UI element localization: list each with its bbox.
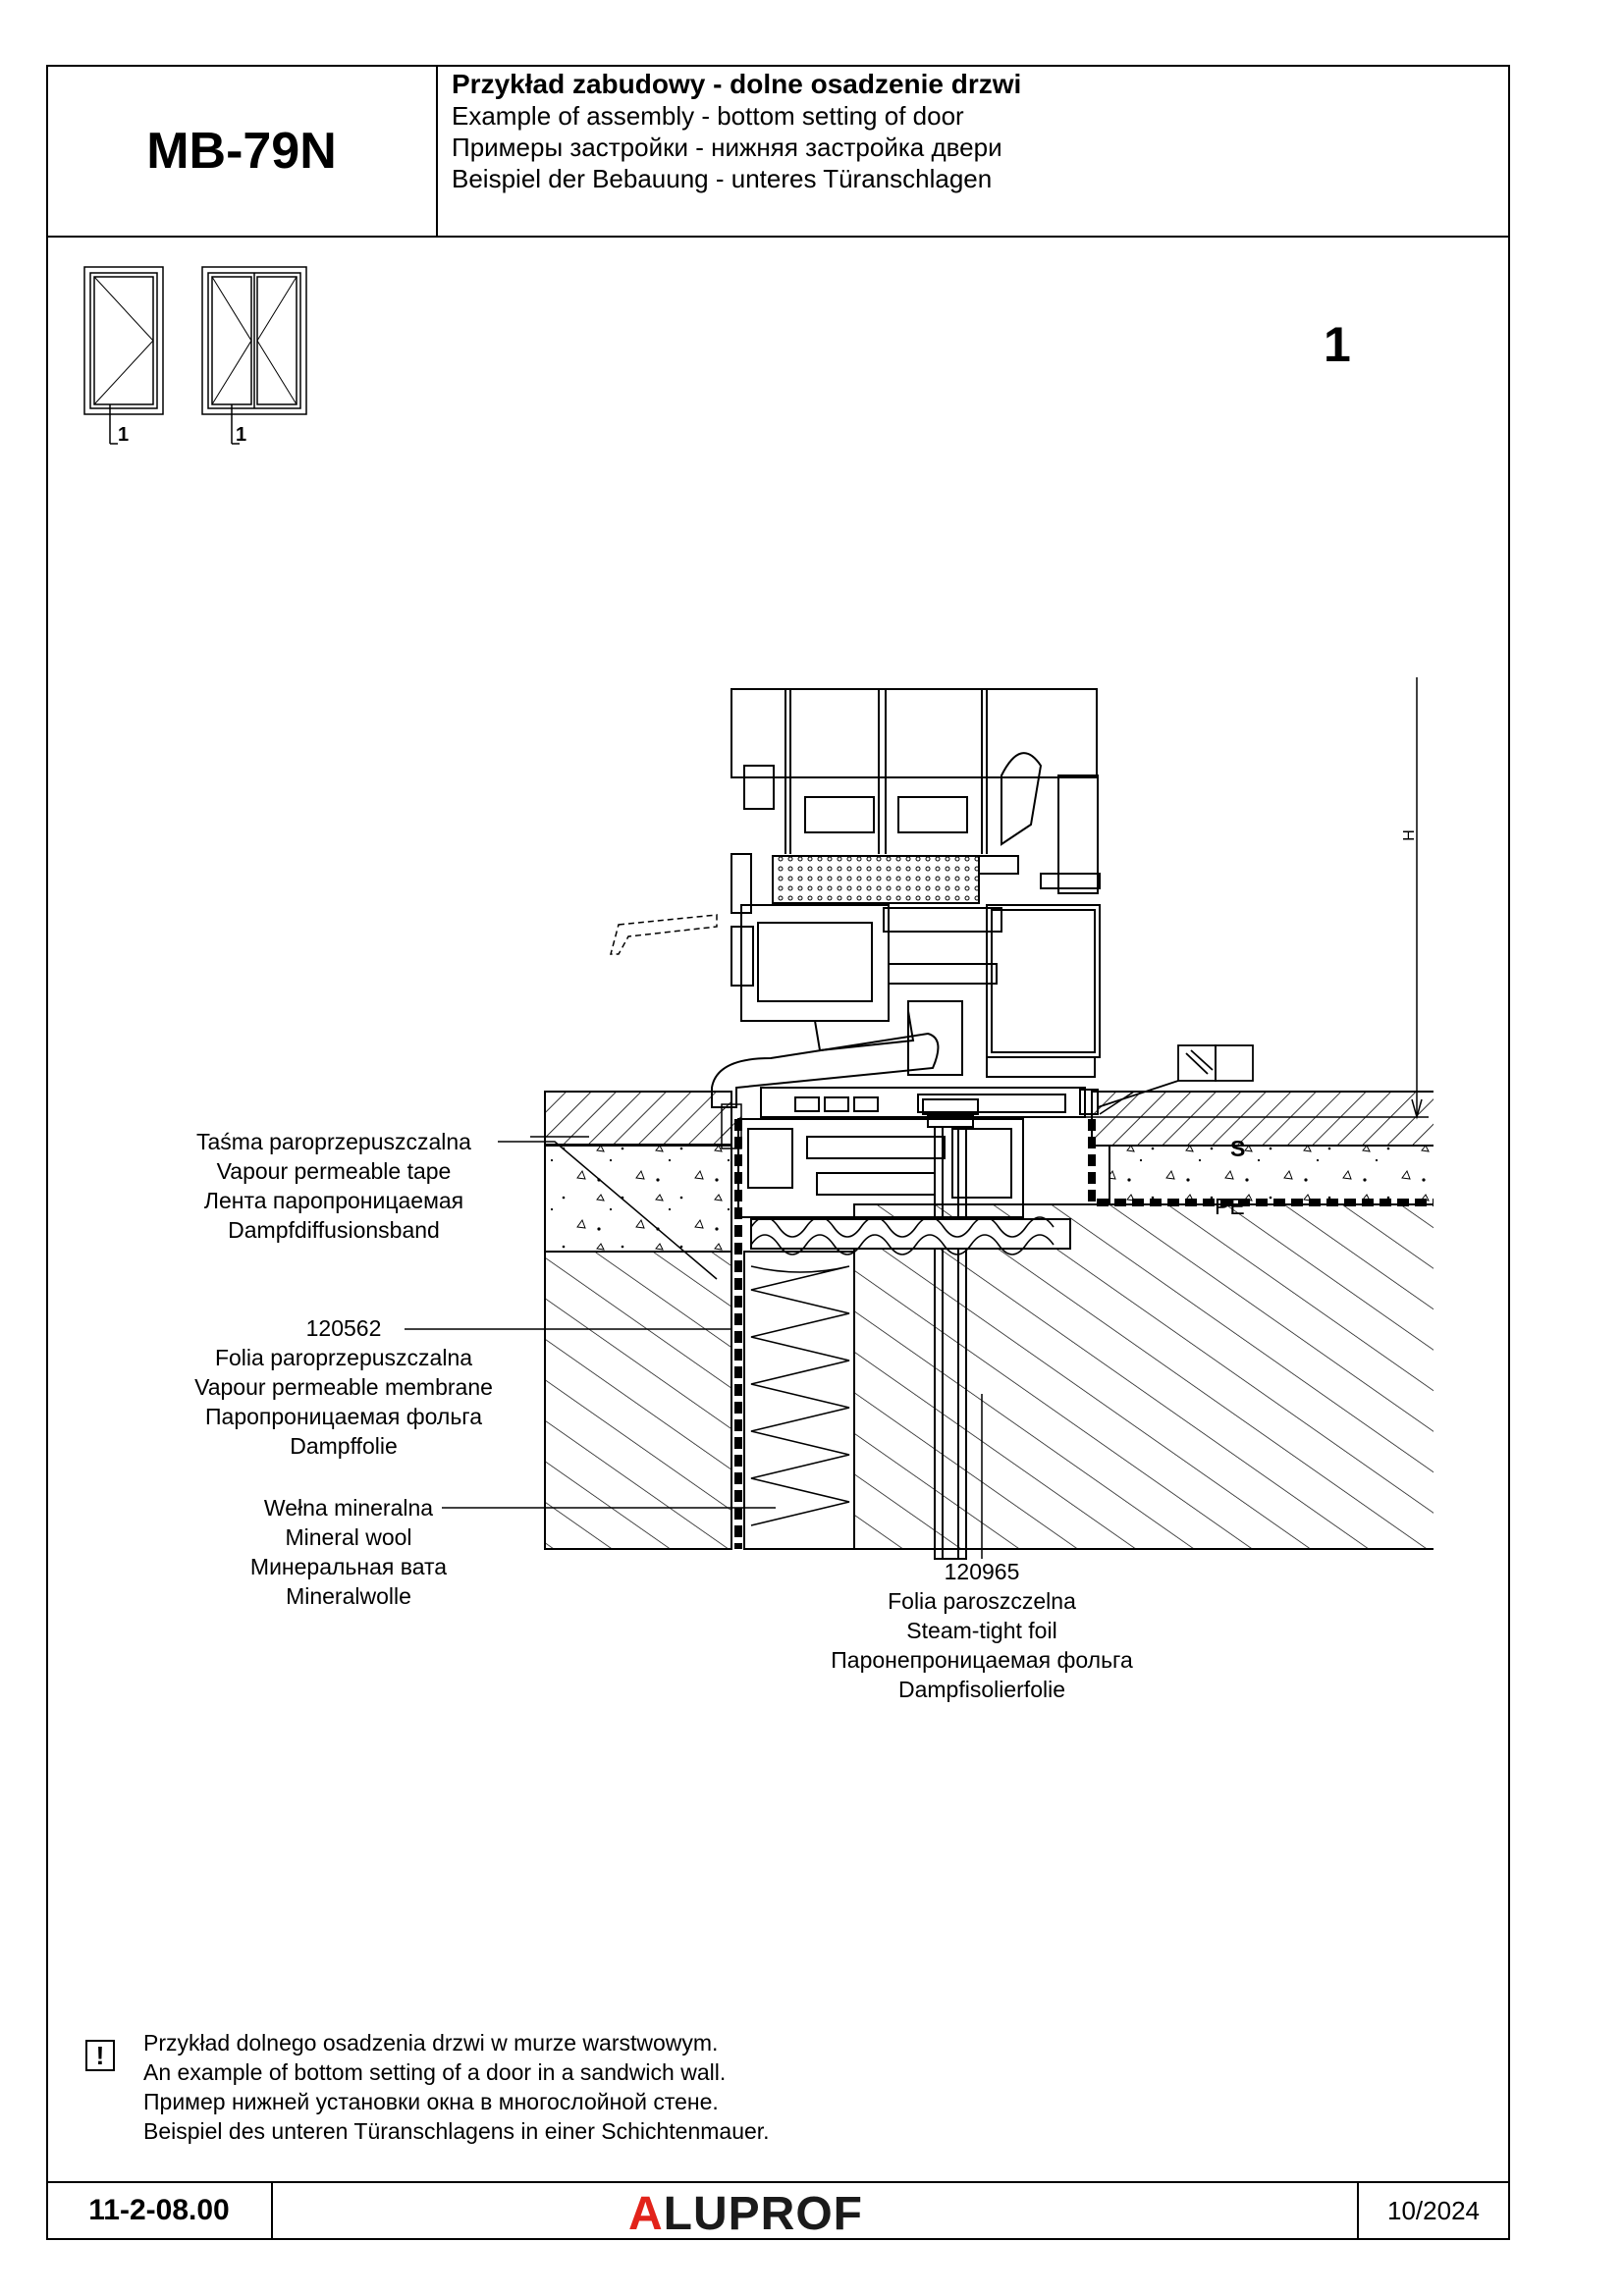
thumbnail-marker-right: 1 — [236, 424, 247, 446]
document-date: 10/2024 — [1387, 2195, 1480, 2225]
tape-label-pl: Taśma paroprzepuszczalna — [196, 1129, 471, 1154]
warning-icon: ! — [85, 2040, 115, 2071]
tape-label-ru: Лента паропроницаемая — [203, 1188, 464, 1213]
foil-label-pl: Folia paroszczelna — [888, 1588, 1076, 1614]
membrane-label-ru: Паропроницаемая фольга — [205, 1404, 482, 1429]
sealant-symbol-label: S — [1230, 1136, 1246, 1161]
note-block — [143, 2028, 770, 2146]
foil-label-en: Steam-tight foil — [906, 1618, 1057, 1643]
logo-text: LUPROF — [663, 2188, 863, 2240]
wool-label-pl: Wełna mineralna — [263, 1495, 434, 1521]
note-en: An example of bottom setting of a door in a sandwich wall. — [143, 2059, 727, 2085]
model-name: MB-79N — [146, 122, 337, 180]
aluprof-logo — [628, 2187, 863, 2241]
title-german: Beispiel der Bebauung - unteres Türanschlagen — [452, 164, 993, 193]
foil-label-ru: Паронепроницаемая фольга — [831, 1647, 1133, 1673]
thumbnail-marker-left: 1 — [118, 424, 130, 446]
pe-label: PE — [1215, 1194, 1245, 1219]
wool-label-ru: Минеральная вата — [249, 1554, 448, 1579]
tape-label-de: Dampfdiffusionsband — [228, 1217, 440, 1243]
tape-label-en: Vapour permeable tape — [216, 1158, 452, 1184]
wool-label-en: Mineral wool — [285, 1524, 412, 1550]
section-number: 1 — [1324, 317, 1351, 372]
title-polish: Przykład zabudowy - dolne osadzenie drzwi — [452, 69, 1022, 99]
note-ru: Пример нижней установки окна в многослойной стене. — [143, 2089, 719, 2114]
tape-leader — [498, 1142, 717, 1279]
height-dimension-label: H — [1400, 829, 1418, 841]
membrane-label-en: Vapour permeable membrane — [194, 1374, 493, 1400]
wool-label — [196, 1493, 501, 1611]
membrane-label-de: Dampffolie — [290, 1433, 398, 1459]
foil-label-code: 120965 — [944, 1559, 1020, 1584]
tape-label — [167, 1127, 501, 1245]
document-code: 11-2-08.00 — [88, 2194, 230, 2226]
title-russian: Примеры застройки - нижняя застройка двери — [452, 133, 1002, 162]
foil-label — [805, 1557, 1159, 1704]
note-de: Beispiel des unteren Türanschlagens in einer Schichtenmauer. — [143, 2118, 770, 2144]
title-english: Example of assembly - bottom setting of door — [452, 101, 964, 131]
membrane-label-pl: Folia paroprzepuszczalna — [214, 1345, 473, 1370]
logo-accent-letter: A — [628, 2188, 664, 2240]
wool-label-de: Mineralwolle — [286, 1583, 411, 1609]
note-pl: Przykład dolnego osadzenia drzwi w murze warstwowym. — [143, 2030, 719, 2056]
membrane-label-code: 120562 — [305, 1315, 382, 1341]
foil-label-de: Dampfisolierfolie — [897, 1677, 1065, 1702]
membrane-label — [177, 1313, 511, 1461]
